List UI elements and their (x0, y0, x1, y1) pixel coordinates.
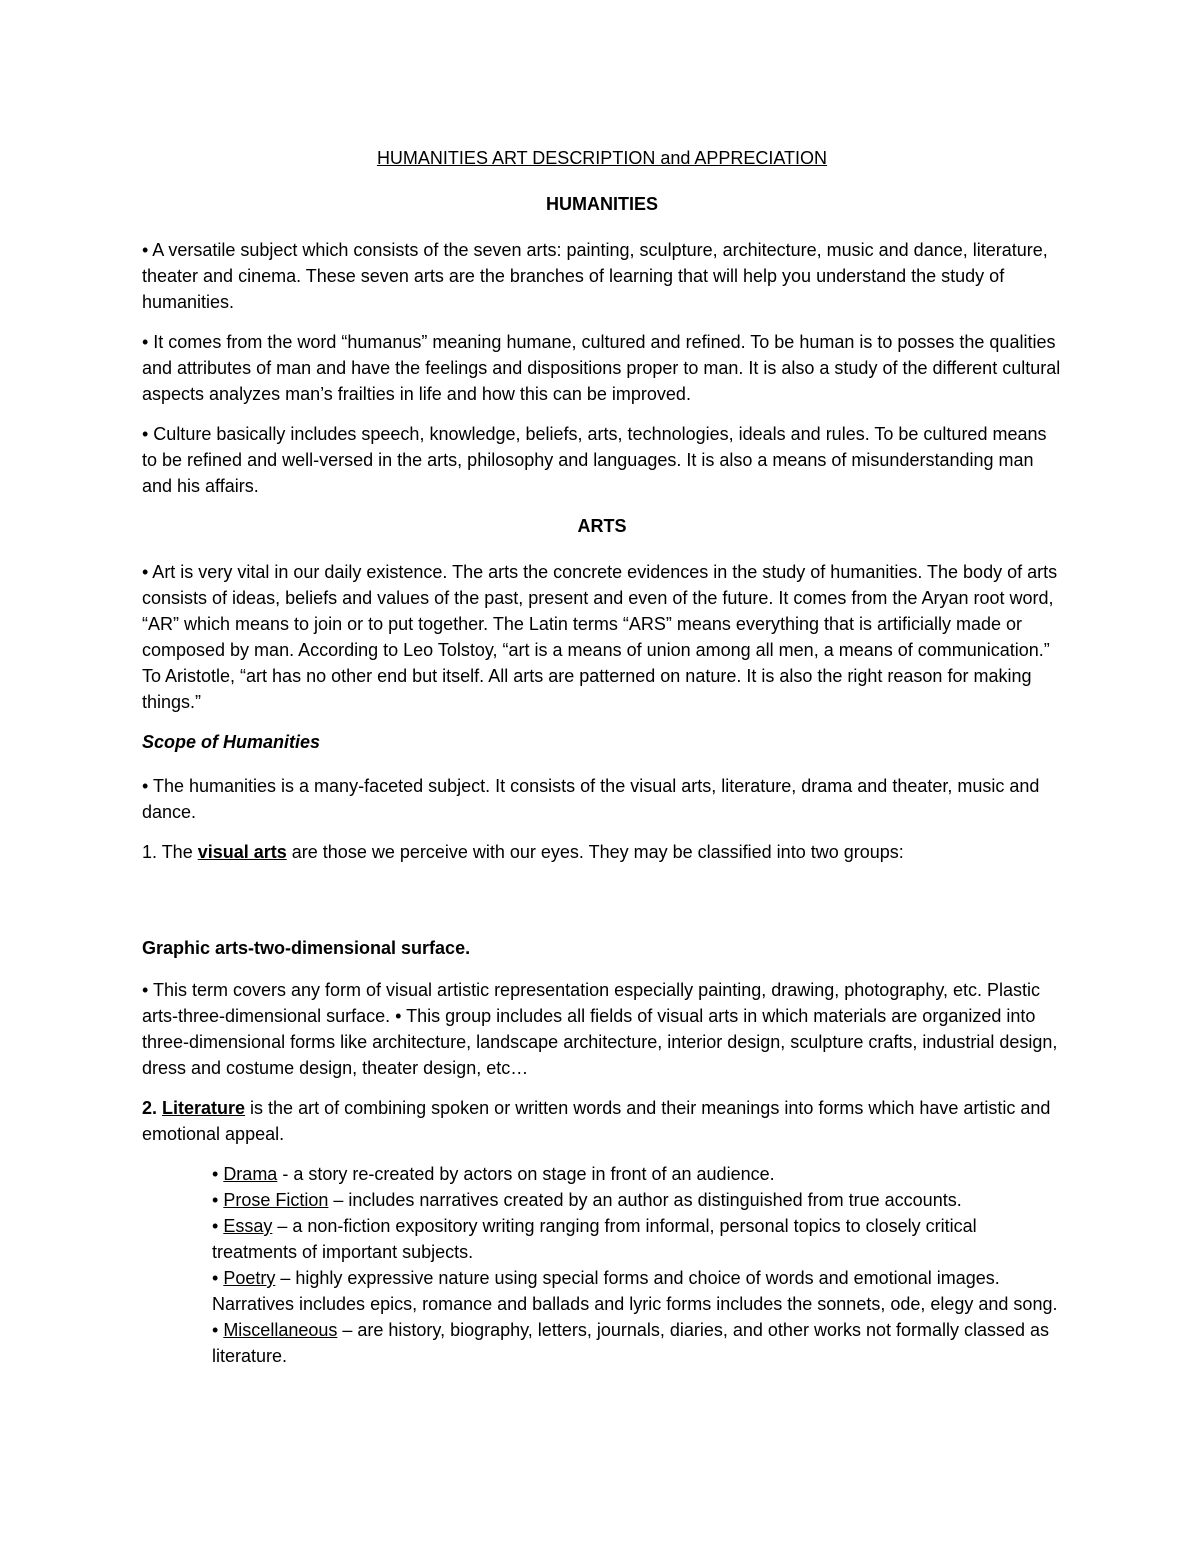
visual-arts-prefix: 1. The (142, 842, 198, 862)
bullet: • (212, 1164, 224, 1184)
list-item-text: – a non-fiction expository writing ranging from informal, personal topics to closely critical treatments of important subjects. (212, 1216, 977, 1262)
arts-paragraph: • Art is very vital in our daily existence. The arts the concrete evidences in the study of humanities. The body of arts consists of ideas, beliefs and values of the past, present and even of the future. It comes from the Aryan root word, “AR” which means to join or to put together. The Latin terms “ARS” means everything that is artificially made or composed by man. According to Leo Tolstoy, “art is a means of union among all men, a means of communication.” To Aristotle, “art has no other end but itself. All arts are patterned on nature. It is also the right reason for making things.” (142, 562, 1058, 712)
visual-arts-rest: are those we perceive with our eyes. They may be classified into two groups: (286, 842, 904, 862)
literature-paragraph (142, 1095, 1062, 1147)
document-body (142, 145, 1062, 1369)
bullet: • (212, 1268, 224, 1288)
visual-arts-paragraph (142, 839, 1062, 865)
list-item (212, 1317, 1062, 1369)
list-item-term: Essay (223, 1216, 273, 1236)
list-item (212, 1161, 1062, 1187)
graphic-arts-paragraph: • This term covers any form of visual artistic representation especially painting, drawing, photography, etc. Plastic arts-three-dimensional surface. • This group includes all fields of visual arts in which materials are organized into three-dimensional forms like architecture, landscape architecture, interior design, sculpture crafts, industrial design, dress and costume design, theater design, etc… (142, 980, 1058, 1078)
visual-arts-term: visual arts (197, 842, 287, 862)
bullet: • (212, 1320, 224, 1340)
list-item (212, 1213, 1062, 1265)
literature-number: 2. (142, 1098, 163, 1118)
list-item-term: Poetry (223, 1268, 276, 1288)
list-item-text: – highly expressive nature using special forms and choice of words and emotional images. Narratives includes epics, romance and ballads and lyric forms includes the sonnets, ode, elegy and song. (212, 1268, 1058, 1314)
humanities-paragraph-1: • A versatile subject which consists of the seven arts: painting, sculpture, architecture, music and dance, literature, theater and cinema. These seven arts are the branches of learning that will help you understand the study of humanities. (142, 240, 1048, 312)
list-item (212, 1187, 1062, 1213)
list-item-term: Drama (223, 1164, 278, 1184)
scope-paragraph: • The humanities is a many-faceted subject. It consists of the visual arts, literature, drama and theater, music and dance. (142, 776, 1040, 822)
arts-heading: ARTS (577, 516, 627, 536)
document-title: HUMANITIES ART DESCRIPTION and APPRECIATION (376, 148, 828, 168)
graphic-arts-heading: Graphic arts-two-dimensional surface. (142, 938, 471, 958)
bullet: • (212, 1190, 224, 1210)
humanities-paragraph-2: • It comes from the word “humanus” meaning humane, cultured and refined. To be human is to posses the qualities and attributes of man and have the feelings and dispositions proper to man. It is also a study of the different cultural aspects analyzes man’s frailties in life and how this can be improved. (142, 332, 1061, 404)
list-item-text: – includes narratives created by an author as distinguished from true accounts. (328, 1190, 962, 1210)
humanities-paragraph-3: • Culture basically includes speech, knowledge, beliefs, arts, technologies, ideals and rules. To be cultured means to be refined and well-versed in the arts, philosophy and languages. It is also a means of misunderstanding man and his affairs. (142, 424, 1047, 496)
literature-list (142, 1161, 1062, 1369)
bullet: • (212, 1216, 224, 1236)
literature-rest: is the art of combining spoken or written words and their meanings into forms which have artistic and emotional appeal. (142, 1098, 1051, 1144)
scope-heading: Scope of Humanities (142, 732, 321, 752)
list-item-term: Prose Fiction (223, 1190, 329, 1210)
list-item-text: – are history, biography, letters, journals, diaries, and other works not formally classed as literature. (212, 1320, 1050, 1366)
list-item-term: Miscellaneous (223, 1320, 338, 1340)
list-item-text: - a story re-created by actors on stage in front of an audience. (277, 1164, 775, 1184)
humanities-heading: HUMANITIES (546, 194, 658, 214)
blank-space (142, 879, 1062, 935)
literature-term: Literature (162, 1098, 246, 1118)
list-item (212, 1265, 1062, 1317)
